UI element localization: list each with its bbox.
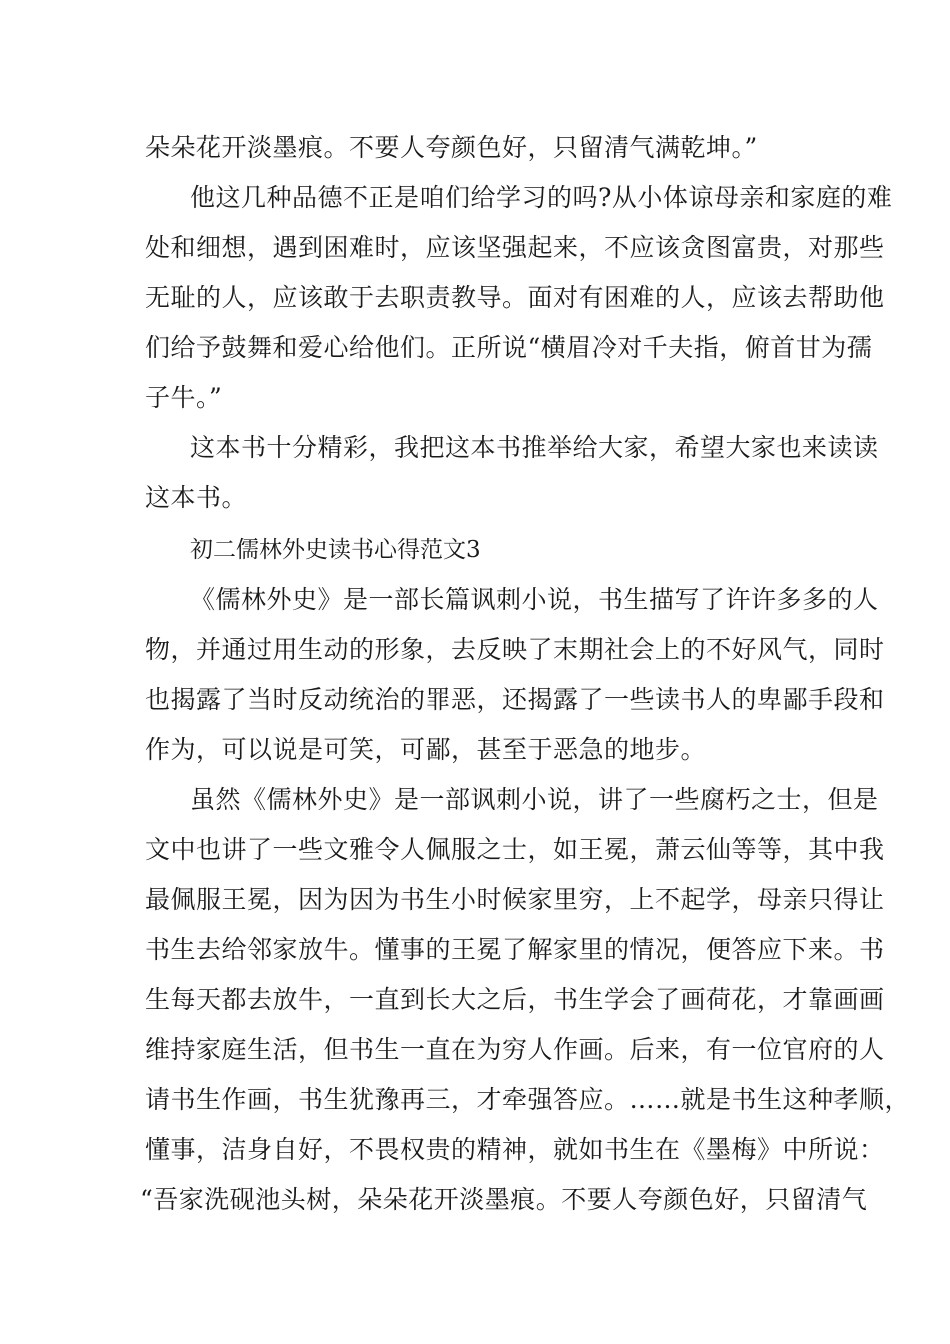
text-line: 请书生作画，书生犹豫再三，才牵强答应。……就是书生这种孝顺，: [145, 1085, 911, 1114]
text-line: 也揭露了当时反动统治的罪恶，还揭露了一些读书人的卑鄙手段和: [145, 685, 885, 714]
text-line: 最佩服王冕，因为因为书生小时候家里穷，上不起学，母亲只得让: [145, 885, 885, 914]
text-line: 作为，可以说是可笑，可鄙，甚至于恶急的地步。: [145, 735, 707, 764]
paragraph-start-line: 《儒林外史》是一部长篇讽刺小说，书生描写了许许多多的人: [190, 585, 879, 614]
text-line: 处和细想，遇到困难时，应该坚强起来，不应该贪图富贵，对那些: [145, 233, 885, 262]
text-line: 书生去给邻家放牛。懂事的王冕了解家里的情况，便答应下来。书: [145, 935, 885, 964]
text-line: 懂事，洁身自好，不畏权贵的精神，就如书生在《墨梅》中所说：: [145, 1135, 885, 1164]
section-heading: 初二儒林外史读书心得范文3: [190, 537, 481, 563]
paragraph-start-line: 这本书十分精彩，我把这本书推举给大家，希望大家也来读读: [190, 433, 879, 462]
text-line: 生每天都去放牛，一直到长大之后，书生学会了画荷花，才靠画画: [145, 985, 885, 1014]
text-line: 无耻的人，应该敢于去职责教导。面对有困难的人，应该去帮助他: [145, 283, 885, 312]
text-line: 朵朵花开淡墨痕。不要人夸颜色好，只留清气满乾坤。”: [145, 133, 758, 162]
text-line: 子牛。”: [145, 383, 223, 412]
paragraph-start-line: 他这几种品德不正是咱们给学习的吗?从小体谅母亲和家庭的难: [190, 183, 893, 212]
text-line: 维持家庭生活，但书生一直在为穷人作画。后来，有一位官府的人: [145, 1035, 885, 1064]
text-line: 物，并通过用生动的形象，去反映了末期社会上的不好风气，同时: [145, 635, 885, 664]
paragraph-start-line: 虽然《儒林外史》是一部讽刺小说，讲了一些腐朽之士，但是: [190, 785, 879, 814]
text-line: 们给予鼓舞和爱心给他们。正所说“横眉冷对千夫指，俯首甘为孺: [145, 333, 873, 362]
text-line: 这本书。: [145, 483, 248, 512]
text-line: “吾家洗砚池头树，朵朵花开淡墨痕。不要人夸颜色好，只留清气: [140, 1185, 868, 1214]
text-line: 文中也讲了一些文雅令人佩服之士，如王冕，萧云仙等等，其中我: [145, 835, 885, 864]
